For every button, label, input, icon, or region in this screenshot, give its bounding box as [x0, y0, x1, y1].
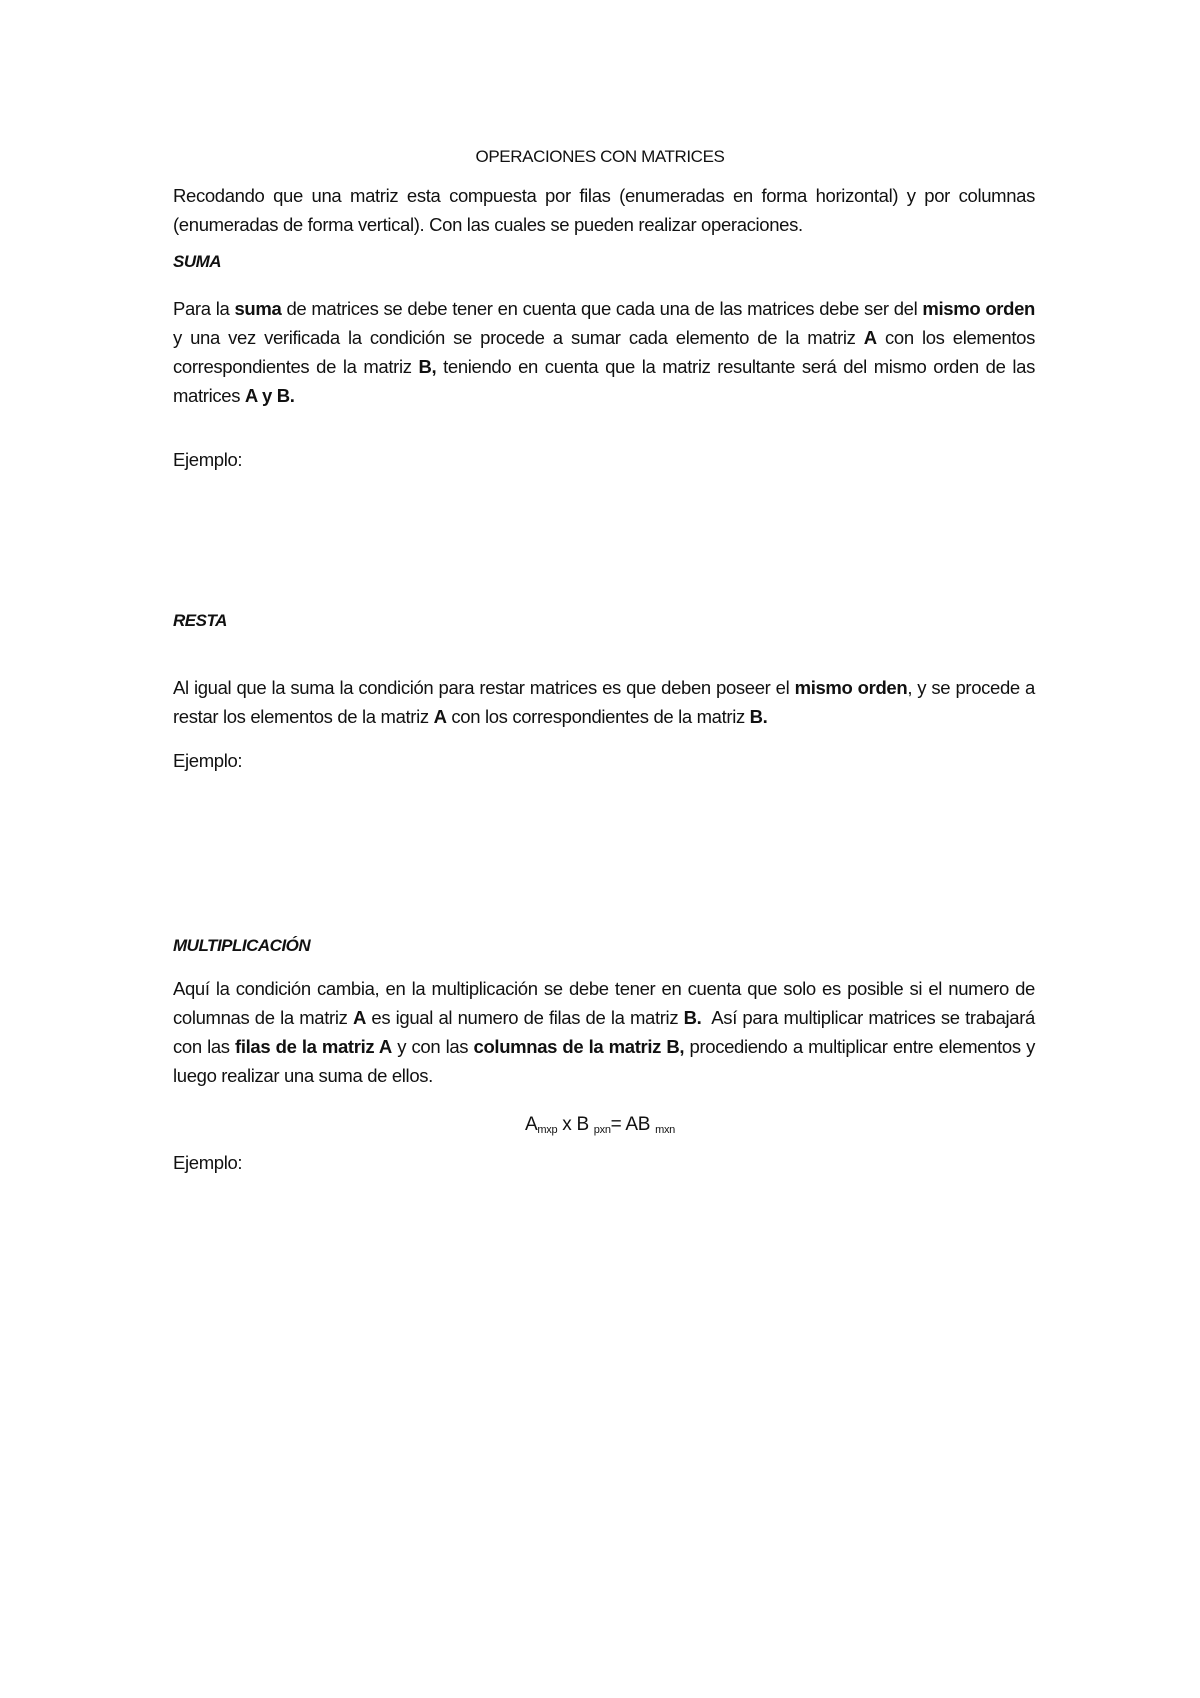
multiplicacion-example-label: Ejemplo:	[173, 1152, 243, 1173]
bold-text: A y B.	[244, 385, 295, 406]
suma-example-label: Ejemplo:	[173, 449, 243, 470]
section-heading-suma: SUMA	[173, 252, 222, 271]
formula-a: A	[525, 1114, 538, 1135]
bold-text: A	[433, 706, 447, 727]
text: Al igual que la suma la condición para restar matrices es que deben poseer el	[173, 677, 795, 698]
text: con los correspondientes de la matriz	[446, 706, 750, 727]
text: es igual al numero de filas de la matriz	[365, 1007, 684, 1028]
text: de matrices se debe tener en cuenta que cada una de las matrices debe ser del	[281, 298, 923, 319]
multiplicacion-paragraph	[173, 974, 1040, 1090]
text: Aquí la condición cambia, en la multiplicación se debe tener en cuenta que solo es posible si el numero de columnas de la matriz	[173, 978, 1035, 1028]
text: con los elementos correspondientes de la matriz	[173, 327, 1035, 377]
intro-text: Recodando que una matriz esta compuesta por filas (enumeradas en forma horizontal) y por columnas (enumeradas de forma vertical). Con las cuales se pueden realizar operaciones.	[173, 185, 1035, 235]
formula-a-subscript: mxp	[537, 1124, 558, 1136]
bold-text: B.	[749, 706, 768, 727]
bold-text: filas de la matriz A	[235, 1036, 392, 1057]
intro-paragraph	[173, 181, 1035, 239]
formula-times: x B	[557, 1114, 594, 1135]
text: procediendo a multiplicar entre elementos y luego realizar una suma de ellos.	[173, 1036, 1035, 1086]
text: Así para multiplicar matrices se trabajará con las	[173, 1007, 1040, 1057]
formula-b-subscript: pxn	[593, 1124, 611, 1136]
text: , y se procede a restar los elementos de la matriz	[173, 677, 1035, 727]
section-heading-resta: RESTA	[173, 611, 227, 630]
bold-text: B.	[683, 1007, 702, 1028]
bold-text: mismo orden	[922, 298, 1035, 319]
section-heading-multiplicacion: MULTIPLICACIÓN	[173, 936, 311, 955]
matrix-multiplication-formula	[0, 1114, 1200, 1136]
resta-paragraph	[173, 673, 1035, 731]
text: Para la	[173, 298, 235, 319]
formula-equals: = AB	[610, 1114, 656, 1135]
bold-text: columnas de la matriz B,	[473, 1036, 685, 1057]
bold-text: B,	[418, 356, 437, 377]
suma-paragraph	[173, 294, 1035, 410]
text: teniendo en cuenta que la matriz resultante será del mismo orden de las matrices	[173, 356, 1035, 406]
document-title: OPERACIONES CON MATRICES	[475, 147, 725, 166]
bold-text: mismo orden	[794, 677, 908, 698]
bold-text: A	[863, 327, 877, 348]
bold-text: suma	[234, 298, 282, 319]
text: y una vez verificada la condición se procede a sumar cada elemento de la matriz	[173, 327, 864, 348]
text: y con las	[391, 1036, 474, 1057]
formula-ab-subscript: mxn	[655, 1124, 675, 1136]
resta-example-label: Ejemplo:	[173, 750, 243, 771]
bold-text: A	[352, 1007, 366, 1028]
